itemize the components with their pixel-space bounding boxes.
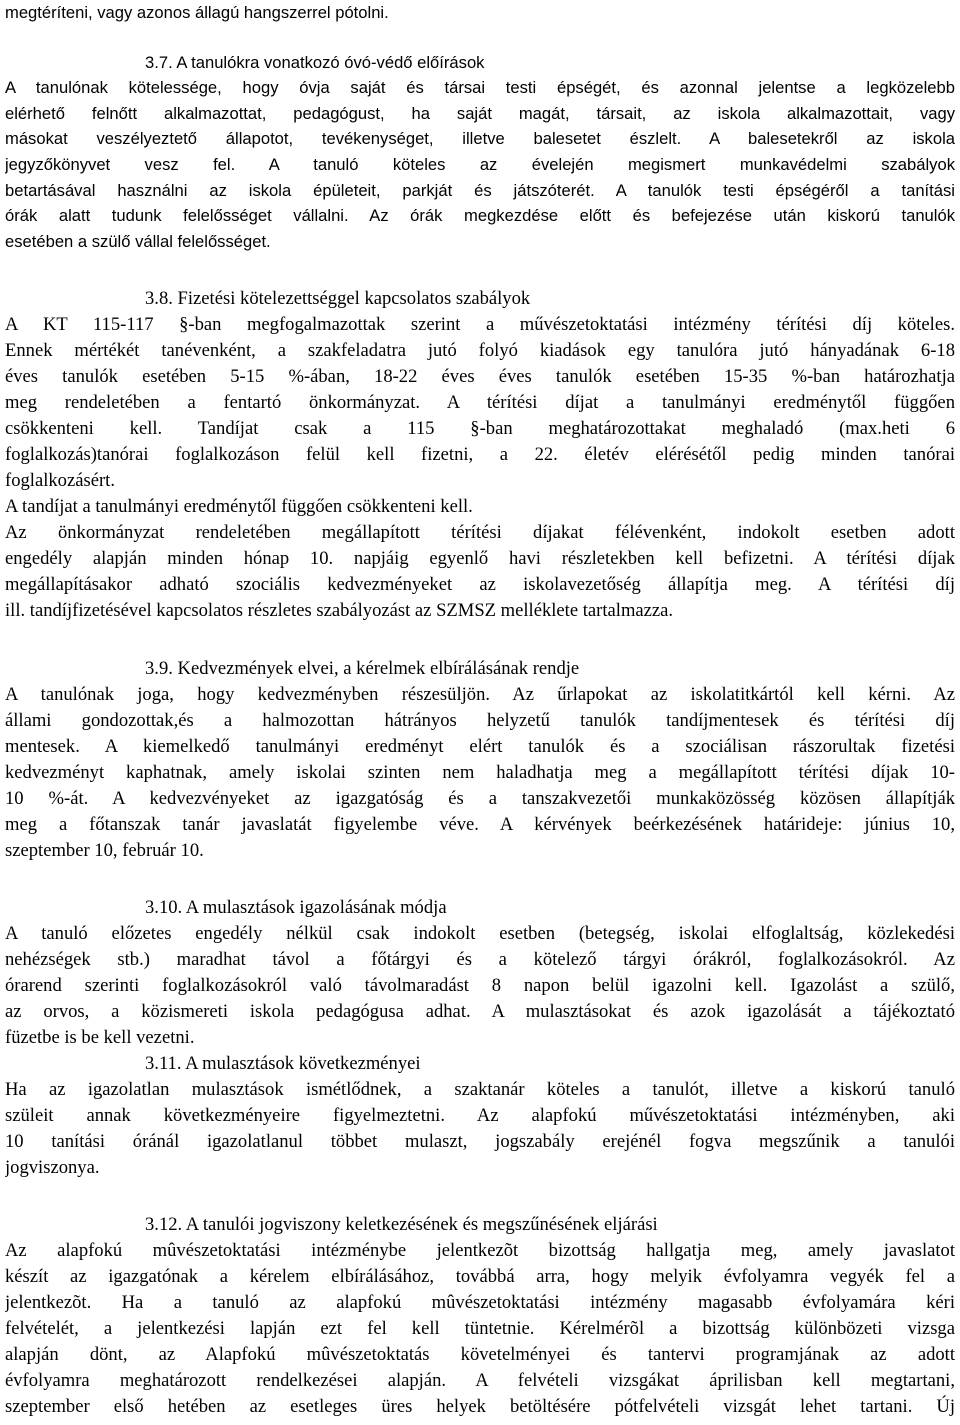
- section-heading-3-8: 3.8. Fizetési kötelezettséggel kapcsolatos szabályok: [145, 288, 531, 309]
- text-line: Ha az igazolatlan mulasztások ismétlődnek, a szaktanár köteles a tanulót, illetve a kiskorú tanuló: [5, 1079, 955, 1100]
- text-line: meg a főtanszak tanár javaslatát figyelembe véve. A kérvények beérkezésének határideje: június 10,: [5, 814, 955, 835]
- text-line: A KT 115-117 §-ban megfogalmazottak szerint a művészetoktatási intézmény térítési díj köteles.: [5, 314, 955, 335]
- text-line: 10 %-át. A kedvezvényeket az igazgatóság és a tanszakvezetői munkaközösség közösen állapítják: [5, 788, 955, 809]
- text-line: Az önkormányzat rendeletében megállapított térítési díjakat félévenként, indokolt esetben adott: [5, 522, 955, 543]
- text-line: csökkenteni kell. Tandíjat csak a 115 §-ban meghatározottakat meghaladó (max.heti 6: [5, 418, 955, 439]
- text-line: szeptember 10, február 10.: [5, 840, 204, 861]
- section-heading-3-9: 3.9. Kedvezmények elvei, a kérelmek elbírálásának rendje: [145, 658, 580, 679]
- section-heading-3-10: 3.10. A mulasztások igazolásának módja: [145, 897, 447, 918]
- text-line: foglalkozásért.: [5, 470, 115, 491]
- section-heading-3-11: 3.11. A mulasztások következményei: [145, 1053, 421, 1074]
- text-line: órák alatt tudunk felelősséget vállalni. Az órák megkezdése előtt és befejezése után kiskorú tanulók: [5, 206, 955, 225]
- text-line: mentesek. A kiemelkedő tanulmányi eredményt elért tanulók és a szociálisan rászorultak fizetési: [5, 736, 955, 757]
- text-line: másokat veszélyeztető állapotot, tevékenységet, illetve balesetet észlelt. A balesetekről az iskola: [5, 129, 955, 148]
- text-line: jegyzőkönyvet vesz fel. A tanuló köteles az évelején megismert munkavédelmi szabályok: [5, 155, 955, 174]
- section-heading-3-7: 3.7. A tanulókra vonatkozó óvó-védő előírások: [145, 53, 485, 72]
- text-line: készít az igazgatónak a kérelem elbírálásához, továbbá arra, hogy melyik évfolyamra vegyék fel a: [5, 1266, 955, 1287]
- text-line: megtéríteni, vagy azonos állagú hangszerrel pótolni.: [5, 3, 389, 22]
- text-line: szeptember első hetében az esetleges üres helyek betöltésére pótfelvételi vizsgát lehet tartani. Új: [5, 1396, 955, 1417]
- text-line: nehézségek stb.) maradhat távol a főtárgyi és a kötelező tárgyi órákról, foglalkozásokról. Az: [5, 949, 955, 970]
- text-line: évfolyamra meghatározott rendelkezései alapján. A felvételi vizsgákat áprilisban kell megtartani,: [5, 1370, 955, 1391]
- text-line: az orvos, a közismereti iskola pedagógusa adhat. A mulasztásokat és azok igazolását a tájékoztató: [5, 1001, 955, 1022]
- text-line: betartásával használni az iskola épületeit, parkját és játszóterét. A tanulók testi épségéről a tanítási: [5, 181, 955, 200]
- text-line: Ennek mértékét tanévenként, a szakfeladatra jutó folyó kiadások egy tanulóra jutó hányadának 6-18: [5, 340, 955, 361]
- text-line: szüleit annak következményeire figyelmeztetni. Az alapfokú művészetoktatási intézményben, aki: [5, 1105, 955, 1126]
- text-line: engedély alapján minden hónap 10. napjáig egyenlő havi részletekben kell befizetni. A térítési díjak: [5, 548, 955, 569]
- text-line: A tanuló előzetes engedély nélkül csak indokolt esetben (betegség, iskolai elfoglaltság, közlekedési: [5, 923, 955, 944]
- text-line: órarend szerinti foglalkozásokról való távolmaradást 8 napon belül igazolni kell. Igazolást a szülő,: [5, 975, 955, 996]
- text-line: meg rendeletében a fentartó önkormányzat. A térítési díjat a tanulmányi eredménytől függően: [5, 392, 955, 413]
- text-line: esetében a szülő vállal felelősséget.: [5, 232, 271, 251]
- text-line: foglalkozás)tanórai foglalkozáson felül kell fizetni, a 22. életév elérésétől pedig minden tanórai: [5, 444, 955, 465]
- text-line: A tandíjat a tanulmányi eredménytől függően csökkenteni kell.: [5, 496, 473, 517]
- text-line: felvételét, a jelentkezési lapján ezt fel kell tüntetnie. Kérelmérõl a bizottság különbözeti vizsga: [5, 1318, 955, 1339]
- text-line: Az alapfokú mûvészetoktatási intézménybe jelentkezõt bizottság hallgatja meg, amely javaslatot: [5, 1240, 955, 1261]
- text-line: éves tanulók esetében 5-15 %-ában, 18-22 éves éves tanulók esetében 15-35 %-ban határozhatja: [5, 366, 955, 387]
- text-line: A tanulónak joga, hogy kedvezményben részesüljön. Az űrlapokat az iskolatitkártól kell kérni. Az: [5, 684, 955, 705]
- text-line: ill. tandíjfizetésével kapcsolatos részletes szabályozást az SZMSZ melléklete tartalmazza.: [5, 600, 674, 621]
- text-line: megállapításakor adható szociális kedvezményeket az iskolavezetőség állapítja meg. A térítési díj: [5, 574, 955, 595]
- text-line: elérhető felnőtt alkalmazottat, pedagógust, ha saját magát, társait, az iskola alkalmazottait, vagy: [5, 104, 955, 123]
- text-line: füzetbe is be kell vezetni.: [5, 1027, 195, 1048]
- text-line: A tanulónak kötelessége, hogy óvja saját és társai testi épségét, és azonnal jelentse a legközelebb: [5, 78, 955, 97]
- text-line: jelentkezõt. Ha a tanuló az alapfokú mûvészetoktatási intézmény magasabb évfolyamára kéri: [5, 1292, 955, 1313]
- text-line: jogviszonya.: [5, 1157, 100, 1178]
- section-heading-3-12: 3.12. A tanulói jogviszony keletkezésének és megszűnésének eljárási: [145, 1214, 658, 1235]
- text-line: 10 tanítási óránál igazolatlanul többet mulaszt, jogszabály erejénél fogva megszűnik a tanulói: [5, 1131, 955, 1152]
- text-line: kedvezményt kaphatnak, amely iskolai szinten nem haladhatja meg a megállapított térítési díjak 10-: [5, 762, 955, 783]
- text-line: állami gondozottak,és a halmozottan hátrányos helyzetű tanulók tandíjmentesek és térítési díj: [5, 710, 955, 731]
- text-line: alapján dönt, az Alapfokú mûvészetoktatás követelményei és tantervi programjának az adott: [5, 1344, 955, 1365]
